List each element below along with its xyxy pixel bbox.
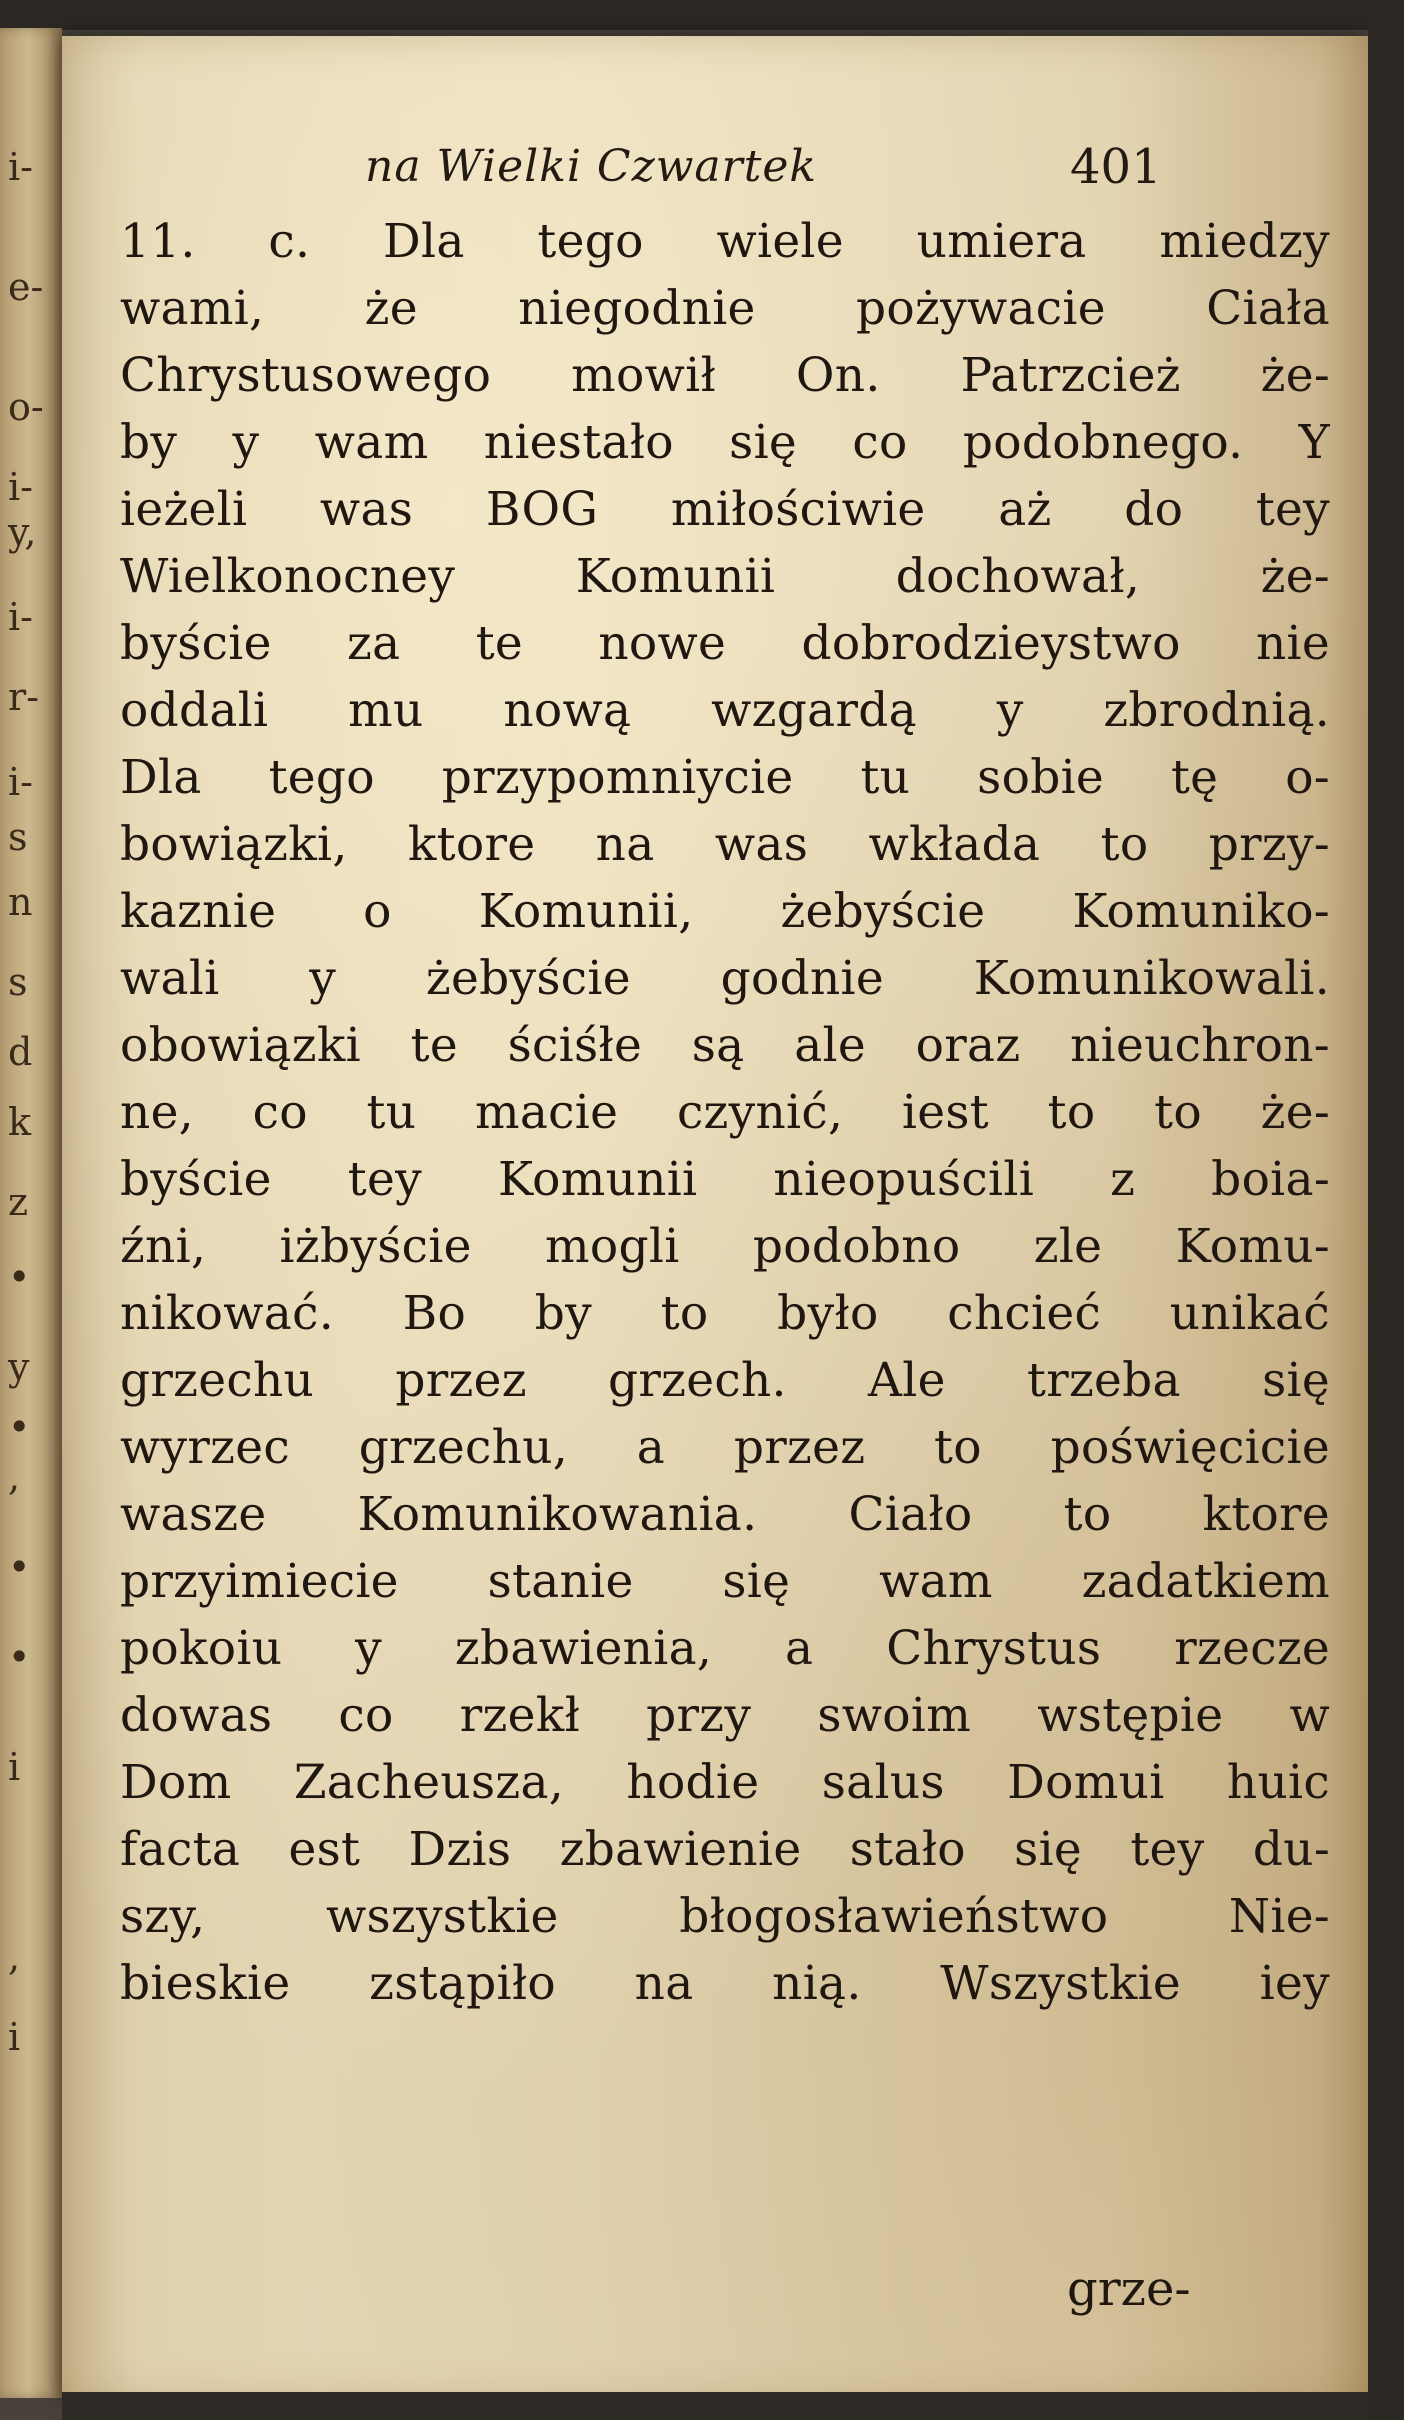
text-line: wali y żebyście godnie Komunikowali.	[120, 951, 1330, 1006]
margin-mark: i-	[8, 760, 33, 804]
margin-mark: k	[8, 1100, 32, 1144]
text-line: wasze Komunikowania. Ciało to ktore	[120, 1487, 1330, 1542]
text-line: facta est Dzis zbawienie stało się tey du-	[120, 1822, 1330, 1877]
book-page	[62, 36, 1368, 2400]
text-line: kaznie o Komunii, żebyście Komuniko-	[120, 884, 1330, 939]
margin-mark: i	[8, 2015, 21, 2059]
scan-right-border	[1368, 0, 1404, 2420]
text-line: ne, co tu macie czynić, iest to to że-	[120, 1085, 1330, 1140]
margin-mark: e-	[8, 265, 44, 309]
margin-mark: •	[8, 1255, 31, 1299]
text-line: dowas co rzekł przy swoim wstępie w	[120, 1688, 1330, 1743]
text-line: ieżeli was BOG miłościwie aż do tey	[120, 482, 1330, 537]
margin-mark: z	[8, 1180, 29, 1224]
text-line: byście tey Komunii nieopuścili z boia-	[120, 1152, 1330, 1207]
text-line: pokoiu y zbawienia, a Chrystus rzecze	[120, 1621, 1330, 1676]
margin-mark: r-	[8, 675, 40, 719]
margin-mark: ,	[8, 1935, 21, 1979]
margin-mark: •	[8, 1635, 31, 1679]
text-line: szy, wszystkie błogosławieństwo Nie-	[120, 1889, 1330, 1944]
margin-mark: y,	[8, 510, 37, 554]
text-line: grzechu przez grzech. Ale trzeba się	[120, 1353, 1330, 1408]
text-line: wyrzec grzechu, a przez to poświęcicie	[120, 1420, 1330, 1475]
body-text	[120, 208, 1330, 2017]
margin-mark: o-	[8, 385, 44, 429]
text-line: źni, iżbyście mogli podobno zle Komu-	[120, 1219, 1330, 1274]
catchword: grze-	[1067, 2261, 1191, 2317]
page-header	[62, 141, 1368, 211]
text-line: Chrystusowego mowił On. Patrzcież że-	[120, 348, 1330, 403]
margin-mark: •	[8, 1545, 31, 1589]
scan-bottom-border	[62, 2392, 1368, 2420]
text-line: by y wam niestało się co podobnego. Y	[120, 415, 1330, 470]
margin-mark: s	[8, 960, 28, 1004]
facing-page-edge	[0, 28, 62, 2398]
scan-top-border	[0, 0, 1404, 30]
text-line: przyimiecie stanie się wam zadatkiem	[120, 1554, 1330, 1609]
text-line: bieskie zstąpiło na nią. Wszystkie iey	[120, 1956, 1330, 2011]
margin-mark: i-	[8, 145, 33, 189]
text-line: oddali mu nową wzgardą y zbrodnią.	[120, 683, 1330, 738]
margin-mark: n	[8, 880, 33, 924]
text-line: Dom Zacheusza, hodie salus Domui huic	[120, 1755, 1330, 1810]
margin-mark: s	[8, 815, 28, 859]
margin-mark: y	[8, 1345, 30, 1389]
margin-mark: •	[8, 1405, 31, 1449]
text-line: Wielkonocney Komunii dochował, że-	[120, 549, 1330, 604]
text-line: wami, że niegodnie pożywacie Ciała	[120, 281, 1330, 336]
margin-mark: i-	[8, 595, 33, 639]
page-number: 401	[1070, 139, 1162, 195]
text-line: bowiązki, ktore na was wkłada to przy-	[120, 817, 1330, 872]
text-line: 11. c. Dla tego wiele umiera miedzy	[120, 214, 1330, 269]
margin-mark: ,	[8, 1455, 21, 1499]
margin-mark: d	[8, 1030, 33, 1074]
running-title: na Wielki Czwartek	[365, 141, 818, 192]
text-line: nikować. Bo by to było chcieć unikać	[120, 1286, 1330, 1341]
margin-mark: i	[8, 1745, 21, 1789]
text-line: obowiązki te ściśłe są ale oraz nieuchron-	[120, 1018, 1330, 1073]
text-line: Dla tego przypomniycie tu sobie tę o-	[120, 750, 1330, 805]
text-line: byście za te nowe dobrodzieystwo nie	[120, 616, 1330, 671]
margin-mark: i-	[8, 465, 33, 509]
